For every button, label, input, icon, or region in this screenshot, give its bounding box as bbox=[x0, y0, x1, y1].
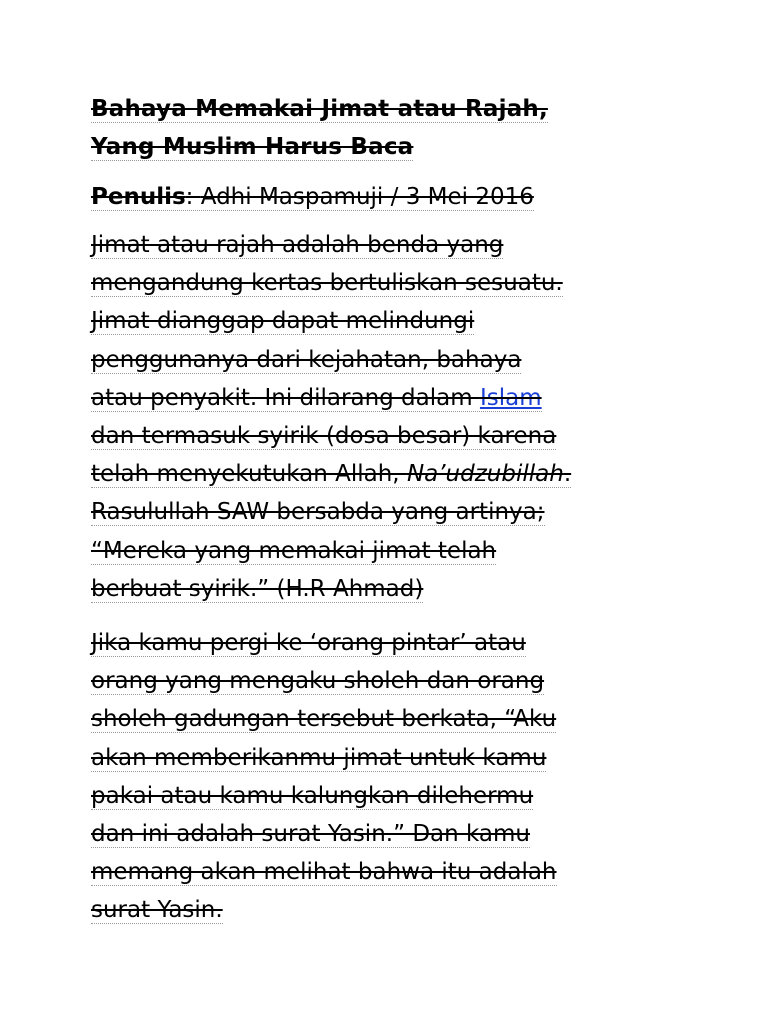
paragraph-1-line-5-text: atau penyakit. Ini dilarang dalam bbox=[91, 384, 480, 411]
paragraph-1 bbox=[91, 226, 691, 608]
article-title bbox=[91, 90, 691, 166]
naudzubillah-phrase: Na’udzubillah bbox=[406, 461, 564, 488]
author-value: Adhi Maspamuji / 3 Mei 2016 bbox=[200, 184, 534, 210]
paragraph-2-line-3: sholeh gadungan tersebut berkata, “Aku bbox=[91, 706, 557, 733]
paragraph-2-line-7: memang akan melihat bahwa itu adalah bbox=[91, 859, 557, 886]
paragraph-1-line-7-text: telah menyekutukan Allah, bbox=[91, 461, 407, 488]
title-line-2: Yang Muslim Harus Baca bbox=[91, 134, 414, 160]
paragraph-2-line-4: akan memberikanmu jimat untuk kamu bbox=[91, 744, 547, 771]
paragraph-1-line-2: mengandung kertas bertuliskan sesuatu. bbox=[91, 270, 563, 297]
paragraph-1-line-10: berbuat syirik.” (H.R Ahmad) bbox=[91, 575, 424, 602]
paragraph-1-line-7-end: . bbox=[563, 461, 572, 488]
paragraph-1-line-9: “Mereka yang memakai jimat telah bbox=[91, 537, 497, 564]
author-label: Penulis bbox=[91, 184, 186, 210]
document-page bbox=[91, 90, 691, 930]
paragraph-2-line-8: surat Yasin. bbox=[91, 897, 223, 924]
islam-link[interactable]: Islam bbox=[479, 384, 542, 411]
paragraph-2-line-2: orang yang mengaku sholeh dan orang bbox=[91, 668, 545, 695]
paragraph-2-line-1: Jika kamu pergi ke ‘orang pintar’ atau bbox=[91, 630, 526, 657]
paragraph-2-line-6: dan ini adalah surat Yasin.” Dan kamu bbox=[91, 821, 530, 848]
paragraph-1-line-8: Rasulullah SAW bersabda yang artinya; bbox=[91, 499, 545, 526]
author-line bbox=[91, 180, 691, 214]
author-separator: : bbox=[185, 184, 201, 210]
paragraph-1-line-1: Jimat atau rajah adalah benda yang bbox=[91, 232, 504, 258]
title-line-1: Bahaya Memakai Jimat atau Rajah, bbox=[91, 96, 548, 122]
paragraph-1-line-3: Jimat dianggap dapat melindungi bbox=[91, 308, 475, 335]
paragraph-2-line-5: pakai atau kamu kalungkan dilehermu bbox=[91, 782, 534, 809]
paragraph-1-line-6: dan termasuk syirik (dosa besar) karena bbox=[91, 423, 557, 450]
paragraph-2 bbox=[91, 624, 691, 930]
paragraph-1-line-4: penggunanya dari kejahatan, bahaya bbox=[91, 346, 522, 373]
